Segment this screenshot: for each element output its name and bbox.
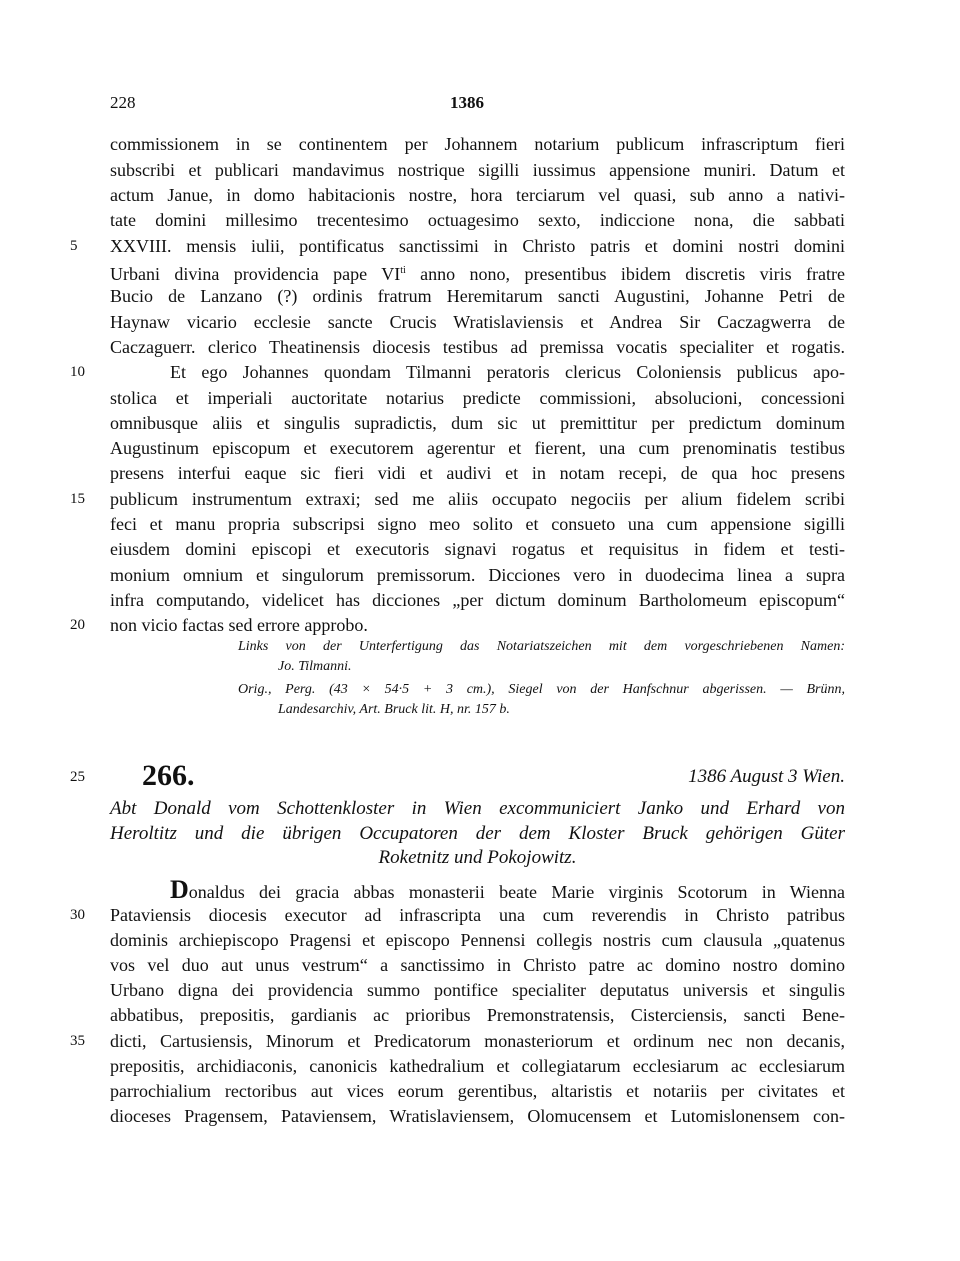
regest-line: Roketnitz und Pokojowitz. (378, 847, 577, 868)
body-line: Et ego Johannes quondam Tilmanni peratoris clericus Coloniensis publicus apo- (170, 362, 845, 382)
body-line: eiusdem domini episcopi et executoris signavi rogatus et requisitus in fidem et testi- (110, 539, 845, 559)
body-line: publicum instrumentum extraxi; sed me aliis occupato negociis per alium fidelem scribi (110, 489, 845, 509)
body-line: Caczaguerr. clerico Theatinensis diocesis testibus ad premissa vocatis specialiter et rogatis. (110, 337, 845, 357)
body-line: actum Janue, in domo habitacionis nostre, hora terciarum vel quasi, sub anno a nativi- (110, 185, 845, 205)
editorial-note: Landesarchiv, Art. Bruck lit. H, nr. 157 b. (278, 702, 510, 717)
editorial-note: Jo. Tilmanni. (278, 659, 352, 674)
body-line: commissionem in se continentem per Johannem notarium publicum infrascriptum fieri (110, 134, 845, 154)
body-line: tate domini millesimo trecentesimo octuagesimo sexto, indiccione nona, die sabbati (110, 210, 845, 230)
body-line: non vicio factas sed errore approbo. (110, 615, 368, 635)
body-line: Haynaw vicario ecclesie sancte Crucis Wratislaviensis et Andrea Sir Caczagwerra de (110, 312, 845, 332)
body-line: omnibusque aliis et singulis supradictis, dum sic ut premittitur per predictum dominum (110, 413, 845, 433)
body-line: Augustinum episcopum et executorem agerentur et fierent, una cum prenominatis testibus (110, 438, 845, 458)
editorial-note: Links von der Unterfertigung das Notariatszeichen mit dem vorgeschriebenen Namen: (238, 639, 845, 654)
body-line: Urbani divina providencia pape $VI^{ti}$ anno nono, presentibus ibidem discretis viris fratre (110, 264, 845, 284)
body-line: dominis archiepiscopo Pragensi et episcopo Pennensi collegis nostris cum clausula „quatenus (110, 930, 845, 950)
body-line: Pataviensis diocesis executor ad infrascripta una cum reverendis in Christo patribus (110, 905, 845, 925)
body-line: vos vel duo aut unus vestrum“ a sanctissimo in Christo patre ac domino nostro domino (110, 955, 845, 975)
page-number: 228 (110, 93, 136, 112)
line-number: 35 (70, 1033, 85, 1049)
line-number: 25 (70, 769, 85, 785)
regest-line: Heroltitz und die übrigen Occupatoren der dem Kloster Bruck gehörigen Güter (110, 823, 845, 844)
first-line-text: onaldus dei gracia abbas monasterii beate Marie virginis Scotorum in Wienna (188, 882, 845, 902)
document-number: 266. (142, 759, 195, 792)
body-line: subscribi et publicari mandavimus nostrique sigilli iussimus appensione muniri. Datum et (110, 160, 845, 180)
running-head-year: 1386 (450, 93, 484, 112)
editorial-note: Orig., Perg. (43 × 54·5 + 3 cm.), Siegel von der Hanfschnur abgerissen. — Brünn, (238, 682, 845, 697)
line-number: 30 (70, 907, 85, 923)
body-line (110, 875, 845, 904)
body-line: abbatibus, prepositis, gardianis ac prioribus Premonstratensis, Cisterciensis, sancti Bene- (110, 1005, 845, 1025)
line-number: 10 (70, 364, 85, 380)
body-line: XXVIII. mensis iulii, pontificatus sanctissimi in Christo patris et domini nostri domini (110, 236, 845, 256)
body-line: presens interfui eaque sic fieri vidi et audivi et in notam recepi, de qua hoc presens (110, 463, 845, 483)
body-line: infra computando, videlicet has dicciones „per dictum dominum Bartholomeum episcopum“ (110, 590, 845, 610)
document-date: 1386 August 3 Wien. (688, 766, 845, 787)
body-line: dicti, Cartusiensis, Minorum et Predicatorum monasteriorum et ordinum nec non decanis, (110, 1031, 845, 1051)
body-line: monium omnium et singulorum premissorum. Dicciones vero in duodecima linea a supra (110, 565, 845, 585)
body-line: stolica et imperiali auctoritate notarius predicte commissioni, absolucioni, concessioni (110, 388, 845, 408)
regest-line: Abt Donald vom Schottenkloster in Wien excommuniciert Janko und Erhard von (110, 798, 845, 819)
body-line: prepositis, archidiaconis, canonicis kathedralium et collegiatarum ecclesiarum ac ecclesiarum (110, 1056, 845, 1076)
body-line: Bucio de Lanzano (?) ordinis fratrum Heremitarum sancti Augustini, Johanne Petri de (110, 286, 845, 306)
line-number: 15 (70, 491, 85, 507)
running-head (110, 93, 845, 119)
body-line: dioceses Pragensem, Pataviensem, Wratislaviensem, Olomucensem et Lutomislonensem con- (110, 1106, 845, 1126)
line-number: 5 (70, 238, 78, 254)
line-number: 20 (70, 617, 85, 633)
body-line: parrochialium rectoribus aut vices eorum gerentibus, altaristis et notariis per civitates et (110, 1081, 845, 1101)
body-line: Urbano digna dei providencia summo pontifice specialiter deputatus universis et singulis (110, 980, 845, 1000)
body-line: feci et manu propria subscripsi signo meo solito et consueto una cum appensione sigilli (110, 514, 845, 534)
drop-initial: Donaldus dei gracia abbas monasterii beate Marie virginis Scotorum in Wienna (170, 875, 845, 904)
